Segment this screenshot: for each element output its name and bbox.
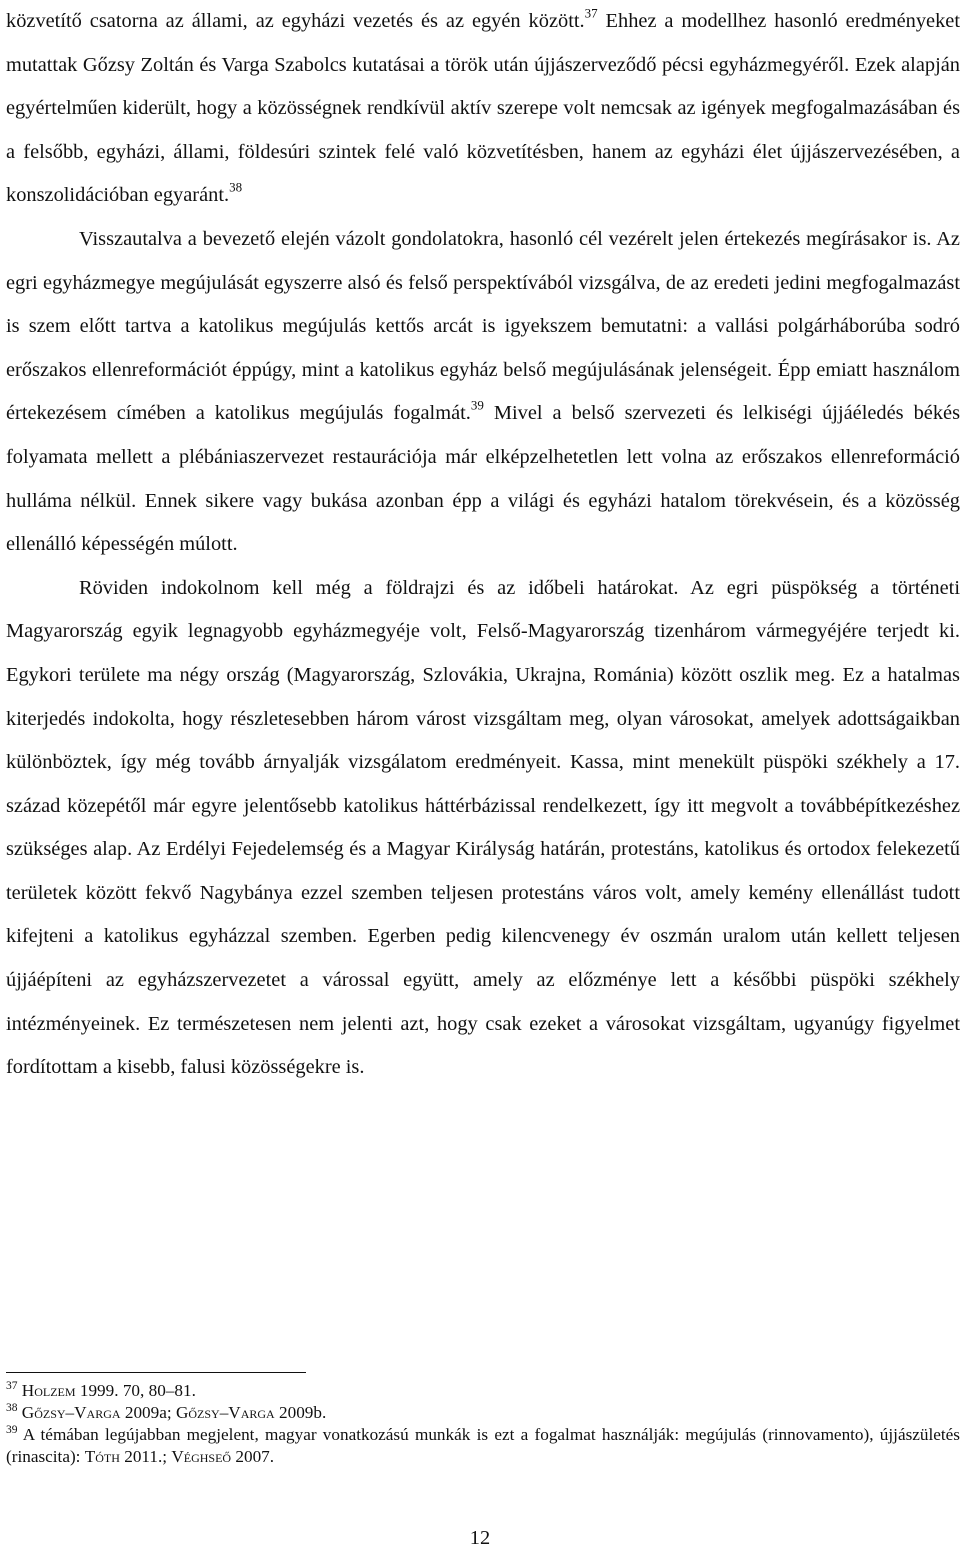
footnote-text: A témában legújabban megjelent, magyar vonatkozású munkák is ezt a fogalmat használják: megújulás (rinnovamento), újjászületés (rinascita): [6, 1425, 960, 1466]
footnote-38 [6, 1402, 960, 1424]
main-text [6, 0, 960, 1090]
footnote-author: Holzem [21, 1381, 76, 1400]
footnote-text: 2009a; [120, 1403, 176, 1422]
paragraph-2 [6, 218, 960, 567]
footnote-author: Tóth [84, 1447, 120, 1466]
paragraph-3-text: Röviden indokolnom kell még a földrajzi és az időbeli határokat. Az egri püspökség a történeti Magyarország egyik legnagyobb egyházmegyéje volt, Felső-Magyarország tizenhárom vármegyéjére terjedt ki. Egykori területe ma négy ország (Magyarország, Szlovákia, Ukrajna, Románia) között oszlik meg. Ez a hatalmas kiterjedés indokolta, hogy részletesebben három várost vizsgáltam meg, olyan városokat, amelyek adottságaikban különböztek, így még tovább árnyalják vizsgálatom eredményeit. Kassa, mint menekült püspöki székhely a 17. század közepétől már egyre jelentősebb katolikus háttérbázissal rendelkezett, így itt megvolt a továbbépítkezéshez szükséges alap. Az Erdélyi Fejedelemség és a Magyar Királyság határán, protestáns, katolikus és ortodox felekezetű területek között fekvő Nagybánya ezzel szemben teljesen protestáns város volt, amely kemény ellenállást tudott kifejteni a katolikus egyházzal szemben. Egerben pedig kilencvenegy év oszmán uralom után kellett teljesen újjáépíteni az egyházszervezetet a várossal együtt, amely az előzménye lett a későbbi püspöki székhely intézményeinek. Ez természetesen nem jelenti azt, hogy csak ezeket a városokat vizsgáltam, ugyanúgy figyelmet fordítottam a kisebb, falusi közösségekre is. [6, 576, 960, 1079]
footnote-ref-38[interactable]: 38 [229, 180, 243, 196]
footnotes [6, 1380, 960, 1468]
footnote-text: 2009b. [274, 1403, 327, 1422]
footnote-author: Véghseő [171, 1447, 232, 1466]
footnote-separator [6, 1372, 306, 1373]
footnote-number: 38 [6, 1402, 18, 1415]
footnote-ref-39[interactable]: 39 [470, 397, 484, 413]
paragraph-1-text-b: Ehhez a modellhez hasonló eredményeket mutattak Gőzsy Zoltán és Varga Szabolcs kutatásai a török után újjászerveződő pécsi egyházmegyéről. Ezek alapján egyértelműen kiderült, hogy a közösségnek rendkívül aktív szerepe volt nemcsak az igények megfogalmazásában és a felsőbb, egyházi, állami, földesúri szintek felé való közvetítésben, hanem az egyházi élet újjászervezésében, a konszolidációban egyaránt. [6, 10, 960, 207]
footnote-text: 1999. 70, 80–81. [75, 1381, 196, 1400]
footnote-author: Varga [228, 1403, 275, 1422]
paragraph-2-text-a: Visszautalva a bevezető elején vázolt gondolatokra, hasonló cél vezérelt jelen értekezés megírásakor is. Az egri egyházmegye megújulását egyszerre alsó és felső perspektívából vizsgálva, de az eredeti jedini megfogalmazást is szem előtt tartva a katolikus megújulás kettős arcát is igyekszem bemutatni: a vallási polgárháborúba sodró erőszakos ellenreformációt éppúgy, mint a katolikus egyház belső megújulásának jelenségeit. Épp emiatt használom értekezésem címében a katolikus megújulás fogalmát. [6, 227, 960, 425]
paragraph-3 [6, 567, 960, 1090]
footnote-37 [6, 1380, 960, 1402]
footnote-number: 39 [6, 1424, 18, 1437]
footnote-text: 2007. [231, 1447, 275, 1466]
footnote-author: Gőzsy [21, 1403, 66, 1422]
footnote-separator-dash: – [65, 1403, 75, 1422]
footnote-text: 2011.; [119, 1447, 172, 1466]
paragraph-2-text-b: Mivel a belső szervezeti és lelkiségi újjáéledés békés folyamata mellett a plébániaszervezet restaurációja már elképzelhetetlen lett volna az erőszakos ellenreformáció hulláma nélkül. Ennek sikere vagy bukása azonban épp a világi és egyházi hatalom törekvésein, és a közösség ellenálló képességén múlott. [6, 402, 960, 556]
footnote-separator-dash: – [219, 1403, 229, 1422]
footnote-author: Gőzsy [175, 1403, 220, 1422]
paragraph-1-text-a: közvetítő csatorna az állami, az egyházi vezetés és az egyén között. [6, 10, 585, 32]
footnote-number: 37 [6, 1380, 18, 1393]
footnote-39 [6, 1424, 960, 1468]
page-number: 12 [469, 1527, 491, 1549]
footnote-author: Varga [74, 1403, 121, 1422]
paragraph-1 [6, 0, 960, 218]
footnote-ref-37[interactable]: 37 [584, 5, 598, 21]
page-body [6, 0, 960, 1090]
